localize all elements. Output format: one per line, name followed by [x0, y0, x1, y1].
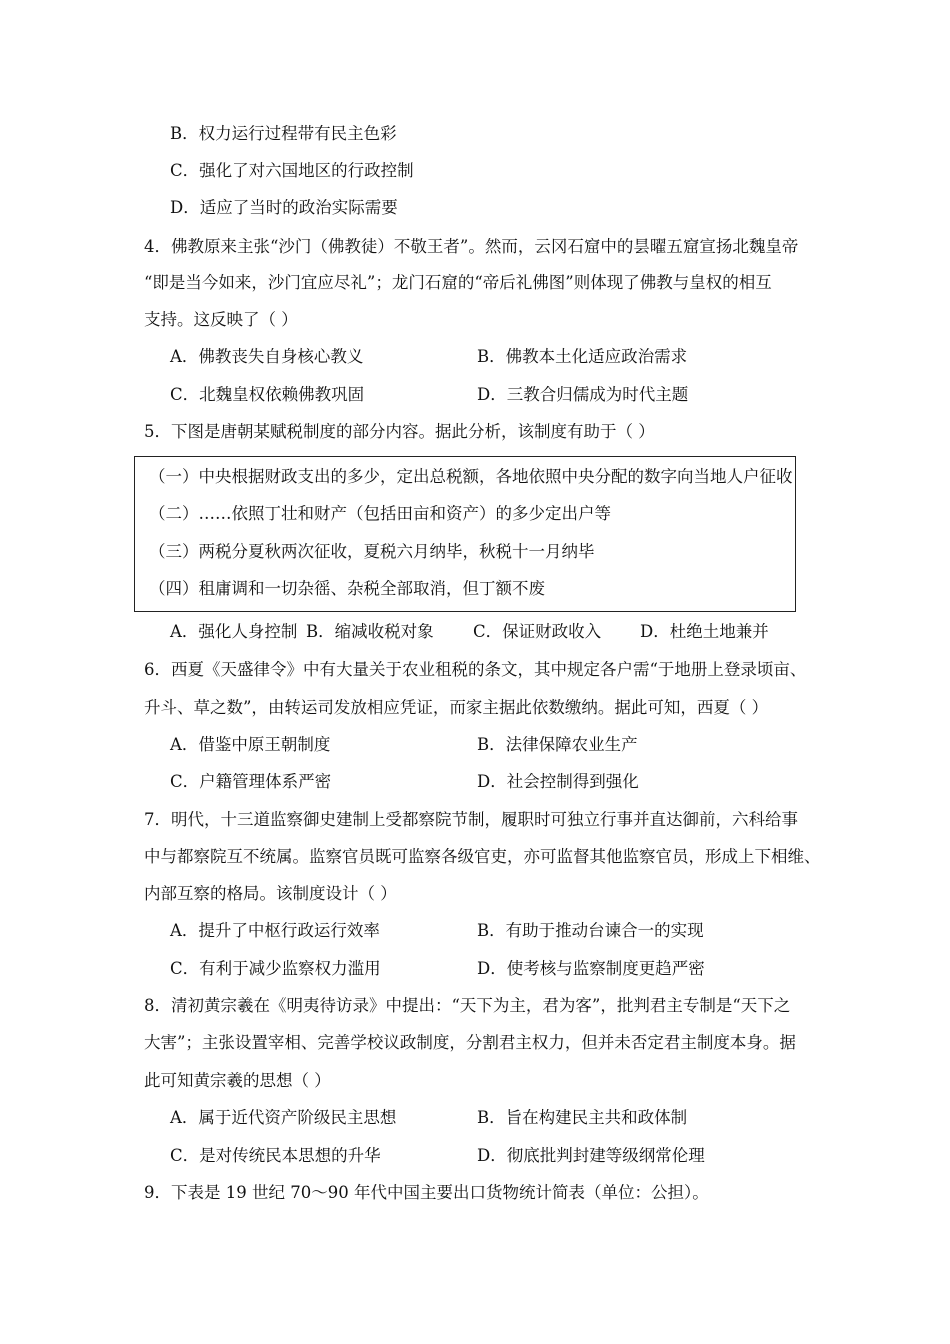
q8-option-d[interactable]: D．彻底批判封建等级纲常伦理 — [477, 1146, 705, 1165]
q4-option-d[interactable]: D．三教合归儒成为时代主题 — [477, 385, 689, 404]
q5-option-c[interactable]: C．保证财政收入 — [473, 622, 602, 641]
q4-stem-line-2: “即是当今如来，沙门宜应尽礼”；龙门石窟的“帝后礼佛图”则体现了佛教与皇权的相互 — [144, 273, 772, 292]
q3-option-c[interactable]: C．强化了对六国地区的行政控制 — [170, 161, 414, 180]
q5-stem: 5．下图是唐朝某赋税制度的部分内容。据此分析，该制度有助于（ ） — [144, 422, 655, 441]
q5-option-d[interactable]: D．杜绝土地兼并 — [640, 622, 769, 641]
q7-option-a[interactable]: A．提升了中枢行政运行效率 — [170, 921, 380, 940]
q8-option-c[interactable]: C．是对传统民本思想的升华 — [170, 1146, 381, 1165]
q6-stem-line-1: 6．西夏《天盛律令》中有大量关于农业租税的条文，其中规定各户需“于地册上登录顷亩、 — [144, 660, 807, 679]
q8-stem-line-3: 此可知黄宗羲的思想（ ） — [144, 1071, 331, 1090]
q5-option-a[interactable]: A．强化人身控制 — [170, 622, 298, 641]
q6-stem-line-2: 升斗、草之数”，由转运司发放相应凭证，而家主据此依数缴纳。据此可知，西夏（ ） — [144, 698, 769, 717]
q6-option-d[interactable]: D．社会控制得到强化 — [477, 772, 639, 791]
q3-option-b[interactable]: B．权力运行过程带有民主色彩 — [170, 124, 397, 143]
q7-stem-line-1: 7．明代，十三道监察御史建制上受都察院节制，履职时可独立行事并直达御前，六科给事 — [144, 810, 798, 829]
q8-stem-line-1: 8．清初黄宗羲在《明夷待访录》中提出：“天下为主，君为客”，批判君主专制是“天下之 — [144, 996, 791, 1015]
q5-box-line-3: （三）两税分夏秋两次征收，夏税六月纳毕，秋税十一月纳毕 — [149, 542, 595, 561]
q3-option-d[interactable]: D．适应了当时的政治实际需要 — [170, 198, 398, 217]
q5-option-b[interactable]: B．缩减收税对象 — [306, 622, 434, 641]
q5-box-line-4: （四）租庸调和一切杂徭、杂税全部取消，但丁额不废 — [149, 579, 545, 598]
q4-option-a[interactable]: A．佛教丧失自身核心教义 — [170, 347, 364, 366]
q5-box-line-2: （二）……依照丁壮和财产（包括田亩和资产）的多少定出户等 — [149, 504, 611, 523]
q5-source-box — [134, 456, 796, 612]
q8-stem-line-2: 大害”；主张设置宰相、完善学校议政制度，分割君主权力，但并未否定君主制度本身。据 — [144, 1033, 796, 1052]
q6-option-c[interactable]: C．户籍管理体系严密 — [170, 772, 332, 791]
q9-stem: 9．下表是 19 世纪 70～90 年代中国主要出口货物统计简表（单位：公担）。 — [144, 1183, 709, 1202]
q7-option-c[interactable]: C．有利于减少监察权力滥用 — [170, 959, 381, 978]
q8-option-b[interactable]: B．旨在构建民主共和政体制 — [477, 1108, 688, 1127]
q4-stem-line-3: 支持。这反映了（ ） — [144, 310, 298, 329]
q6-option-a[interactable]: A．借鉴中原王朝制度 — [170, 735, 331, 754]
q4-stem-line-1: 4．佛教原来主张“沙门（佛教徒）不敬王者”。然而，云冈石窟中的昙曜五窟宣扬北魏皇帝 — [144, 237, 799, 256]
q4-option-b[interactable]: B．佛教本土化适应政治需求 — [477, 347, 688, 366]
q4-option-c[interactable]: C．北魏皇权依赖佛教巩固 — [170, 385, 365, 404]
q7-option-b[interactable]: B．有助于推动台谏合一的实现 — [477, 921, 704, 940]
q7-stem-line-2: 中与都察院互不统属。监察官员既可监察各级官吏，亦可监督其他监察官员，形成上下相维、 — [144, 847, 821, 866]
q7-stem-line-3: 内部互察的格局。该制度设计（ ） — [144, 884, 397, 903]
q5-box-line-1: （一）中央根据财政支出的多少，定出总税额，各地依照中央分配的数字向当地人户征收 — [149, 467, 793, 486]
q6-option-b[interactable]: B．法律保障农业生产 — [477, 735, 638, 754]
q7-option-d[interactable]: D．使考核与监察制度更趋严密 — [477, 959, 705, 978]
q8-option-a[interactable]: A．属于近代资产阶级民主思想 — [170, 1108, 397, 1127]
